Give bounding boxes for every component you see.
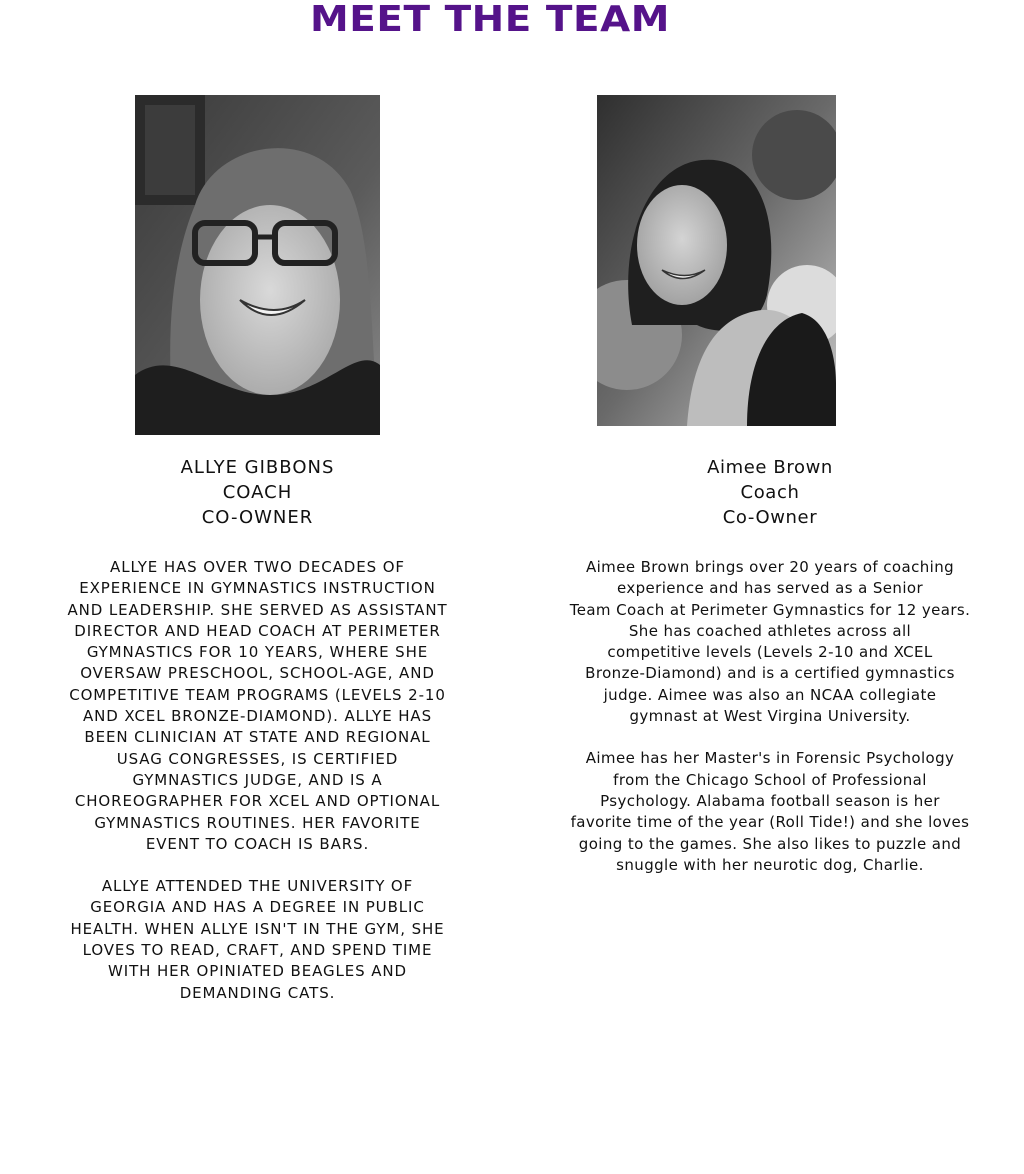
bio-line: competitive levels (Levels 2-10 and XCEL <box>607 643 933 662</box>
bio-line: HEALTH. WHEN ALLYE ISN'T IN THE GYM, SHE <box>70 919 445 938</box>
team-member-card <box>40 0 475 1100</box>
member-role: Coach <box>740 482 800 503</box>
member-bio <box>40 557 475 1004</box>
bio-line: GEORGIA AND HAS A DEGREE IN PUBLIC <box>90 898 425 917</box>
bio-line: GYMNASTICS JUDGE, AND IS A <box>132 770 383 789</box>
bio-line: Aimee has her Master's in Forensic Psychology <box>585 749 955 768</box>
bio-line: EXPERIENCE IN GYMNASTICS INSTRUCTION <box>79 579 436 598</box>
member-title: Co-Owner <box>722 507 818 528</box>
bio-line: CHOREOGRAPHER FOR XCEL AND OPTIONAL <box>74 792 441 811</box>
member-photo <box>135 95 380 435</box>
bio-line: GYMNASTICS FOR 10 YEARS, WHERE SHE <box>86 643 429 662</box>
bio-line: going to the games. She also likes to puzzle and <box>578 834 962 853</box>
bio-paragraph-1 <box>555 557 985 727</box>
bio-line: ALLYE HAS OVER TWO DECADES OF <box>110 558 405 576</box>
portrait-image <box>597 95 836 426</box>
bio-line: OVERSAW PRESCHOOL, SCHOOL-AGE, AND <box>80 664 435 683</box>
member-title: CO-OWNER <box>201 507 314 528</box>
bio-line: ALLYE ATTENDED THE UNIVERSITY OF <box>101 877 414 896</box>
member-header <box>40 455 475 530</box>
bio-line: gymnast at West Virgina University. <box>629 707 911 726</box>
bio-line: BEEN CLINICIAN AT STATE AND REGIONAL <box>84 728 431 747</box>
bio-line: snuggle with her neurotic dog, Charlie. <box>616 855 924 874</box>
bio-line: She has coached athletes across all <box>628 621 912 640</box>
bio-line: AND LEADERSHIP. SHE SERVED AS ASSISTANT <box>67 600 448 619</box>
bio-paragraph-1 <box>40 557 475 855</box>
member-bio <box>555 557 985 876</box>
bio-paragraph-2 <box>40 876 475 1004</box>
member-header <box>555 455 985 530</box>
member-name: Aimee Brown <box>707 457 833 478</box>
bio-line: LOVES TO READ, CRAFT, AND SPEND TIME <box>82 941 433 960</box>
bio-line: WITH HER OPINIATED BEAGLES AND <box>108 962 407 981</box>
bio-line: from the Chicago School of Professional <box>613 770 927 789</box>
bio-line: DEMANDING CATS. <box>179 983 336 1002</box>
team-member-card <box>555 0 985 1100</box>
bio-line: Team Coach at Perimeter Gymnastics for 12 years. <box>569 600 971 619</box>
bio-line: Aimee Brown brings over 20 years of coaching <box>585 558 955 576</box>
bio-line: DIRECTOR AND HEAD COACH AT PERIMETER <box>74 621 441 640</box>
bio-line: COMPETITIVE TEAM PROGRAMS (LEVELS 2-10 <box>69 685 446 704</box>
bio-line: AND XCEL BRONZE-DIAMOND). ALLYE HAS <box>82 707 433 726</box>
member-photo <box>597 95 836 426</box>
portrait-image <box>135 95 380 435</box>
bio-paragraph-2 <box>555 748 985 876</box>
bio-line: Psychology. Alabama football season is her <box>600 791 940 810</box>
bio-line: EVENT TO COACH IS BARS. <box>145 834 370 853</box>
member-role: COACH <box>222 482 293 503</box>
bio-line: GYMNASTICS ROUTINES. HER FAVORITE <box>94 813 421 832</box>
bio-line: judge. Aimee was also an NCAA collegiate <box>603 685 937 704</box>
bio-line: USAG CONGRESSES, IS CERTIFIED <box>116 749 399 768</box>
bio-line: Bronze-Diamond) and is a certified gymnastics <box>585 664 955 683</box>
bio-line: experience and has served as a Senior <box>616 579 924 598</box>
page-title: MEET THE TEAM <box>310 0 670 40</box>
member-name: ALLYE GIBBONS <box>180 457 335 478</box>
bio-line: favorite time of the year (Roll Tide!) and she loves <box>570 813 970 832</box>
